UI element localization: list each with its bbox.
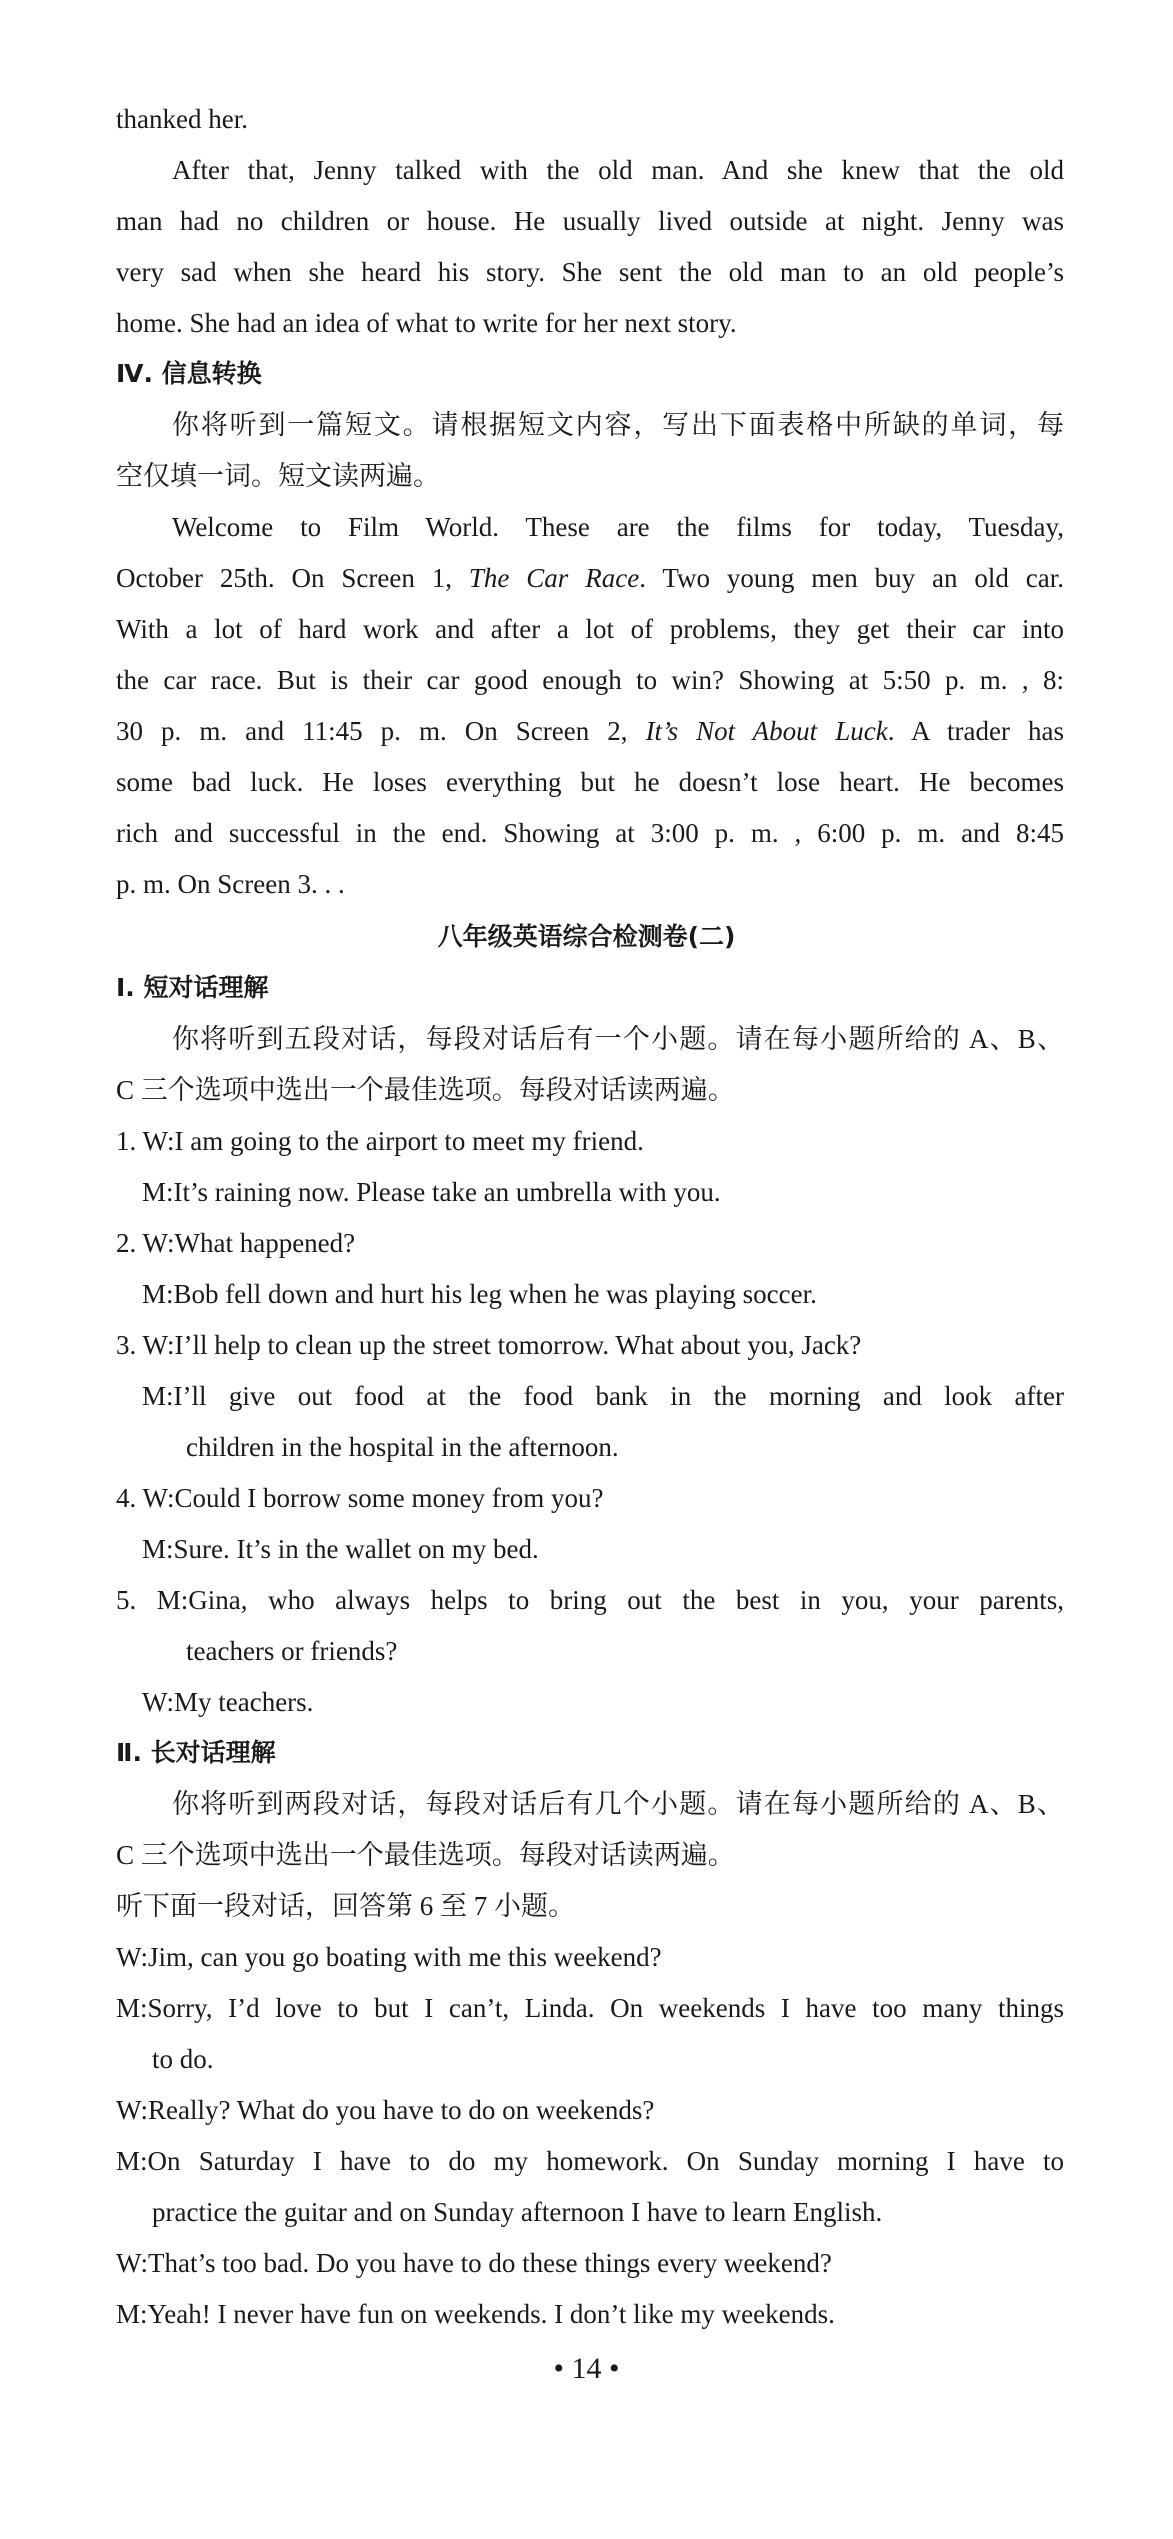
dialogue-line: M:On Saturday I have to do my homework. On Sunday morning I have to [116, 2146, 1064, 2176]
section-heading-i: Ⅰ. 短对话理解 [116, 973, 269, 1002]
instruction-line: C 三个选项中选出一个最佳选项。每段对话读两遍。 [116, 1075, 735, 1105]
section-heading-iv: Ⅳ. 信息转换 [116, 359, 262, 388]
dialogue-line: W:My teachers. [142, 1687, 314, 1717]
passage-line: p. m. On Screen 3. . . [116, 869, 345, 899]
dialogue-line: M:It’s raining now. Please take an umbrella with you. [142, 1177, 721, 1207]
dialogue-line: children in the hospital in the afternoon. [186, 1432, 619, 1462]
dialogue-line: W:Jim, can you go boating with me this weekend? [116, 1942, 662, 1972]
passage-line: rich and successful in the end. Showing at 3:00 p. m. , 6:00 p. m. and 8:45 [116, 818, 1064, 848]
dialogue-line: 1. W:I am going to the airport to meet my friend. [116, 1126, 644, 1156]
dialogue-line: M:I’ll give out food at the food bank in the morning and look after [142, 1381, 1064, 1411]
passage-line: After that, Jenny talked with the old man. And she knew that the old [172, 155, 1064, 185]
passage-line: the car race. But is their car good enough to win? Showing at 5:50 p. m. , 8: [116, 665, 1064, 695]
passage-line: some bad luck. He loses everything but he doesn’t lose heart. He becomes [116, 767, 1064, 797]
dialogue-line: teachers or friends? [186, 1636, 398, 1666]
instruction-line: 你将听到一篇短文。请根据短文内容，写出下面表格中所缺的单词，每 [172, 410, 1064, 440]
film-title-italic: It’s Not About Luck [645, 716, 888, 746]
dialogue-line: M:Yeah! I never have fun on weekends. I don’t like my weekends. [116, 2299, 835, 2329]
dialogue-line: 5. M:Gina, who always helps to bring out the best in you, your parents, [116, 1585, 1064, 1615]
dialogue-line: 2. W:What happened? [116, 1228, 356, 1258]
dialogue-line: to do. [152, 2044, 214, 2074]
dialogue-line: practice the guitar and on Sunday afternoon I have to learn English. [152, 2197, 883, 2227]
passage-line: very sad when she heard his story. She sent the old man to an old people’s [116, 257, 1064, 287]
passage-line: thanked her. [116, 104, 248, 134]
passage-line: Welcome to Film World. These are the films for today, Tuesday, [172, 512, 1064, 542]
dialogue-line: M:Sure. It’s in the wallet on my bed. [142, 1534, 539, 1564]
dialogue-line: W:Really? What do you have to do on weekends? [116, 2095, 655, 2125]
dialogue-line: W:That’s too bad. Do you have to do these things every weekend? [116, 2248, 832, 2278]
instruction-line: C 三个选项中选出一个最佳选项。每段对话读两遍。 [116, 1840, 735, 1870]
passage-line: With a lot of hard work and after a lot of problems, they get their car into [116, 614, 1064, 644]
instruction-line: 听下面一段对话，回答第 6 至 7 小题。 [116, 1891, 575, 1921]
passage-line: 30 p. m. and 11:45 p. m. On Screen 2, It’s Not About Luck. A trader has [116, 716, 1065, 746]
instruction-line: 空仅填一词。短文读两遍。 [116, 461, 440, 491]
passage-line: home. She had an idea of what to write for her next story. [116, 308, 737, 338]
instruction-line: 你将听到两段对话，每段对话后有几个小题。请在每小题所给的 A、B、 [172, 1789, 1064, 1819]
page-number: • 14 • [553, 2352, 620, 2385]
section-heading-ii: Ⅱ. 长对话理解 [116, 1738, 276, 1767]
dialogue-line: 3. W:I’ll help to clean up the street tomorrow. What about you, Jack? [116, 1330, 862, 1360]
instruction-line: 你将听到五段对话，每段对话后有一个小题。请在每小题所给的 A、B、 [172, 1024, 1064, 1054]
test-title: 八年级英语综合检测卷(二) [437, 922, 736, 951]
film-title-italic: The Car Race [468, 563, 640, 593]
passage-line: October 25th. On Screen 1, The Car Race. Two young men buy an old car. [116, 563, 1065, 593]
dialogue-line: M:Bob fell down and hurt his leg when he was playing soccer. [142, 1279, 817, 1309]
dialogue-line: M:Sorry, I’d love to but I can’t, Linda. On weekends I have too many things [116, 1993, 1064, 2023]
dialogue-line: 4. W:Could I borrow some money from you? [116, 1483, 604, 1513]
passage-line: man had no children or house. He usually lived outside at night. Jenny was [116, 206, 1064, 236]
